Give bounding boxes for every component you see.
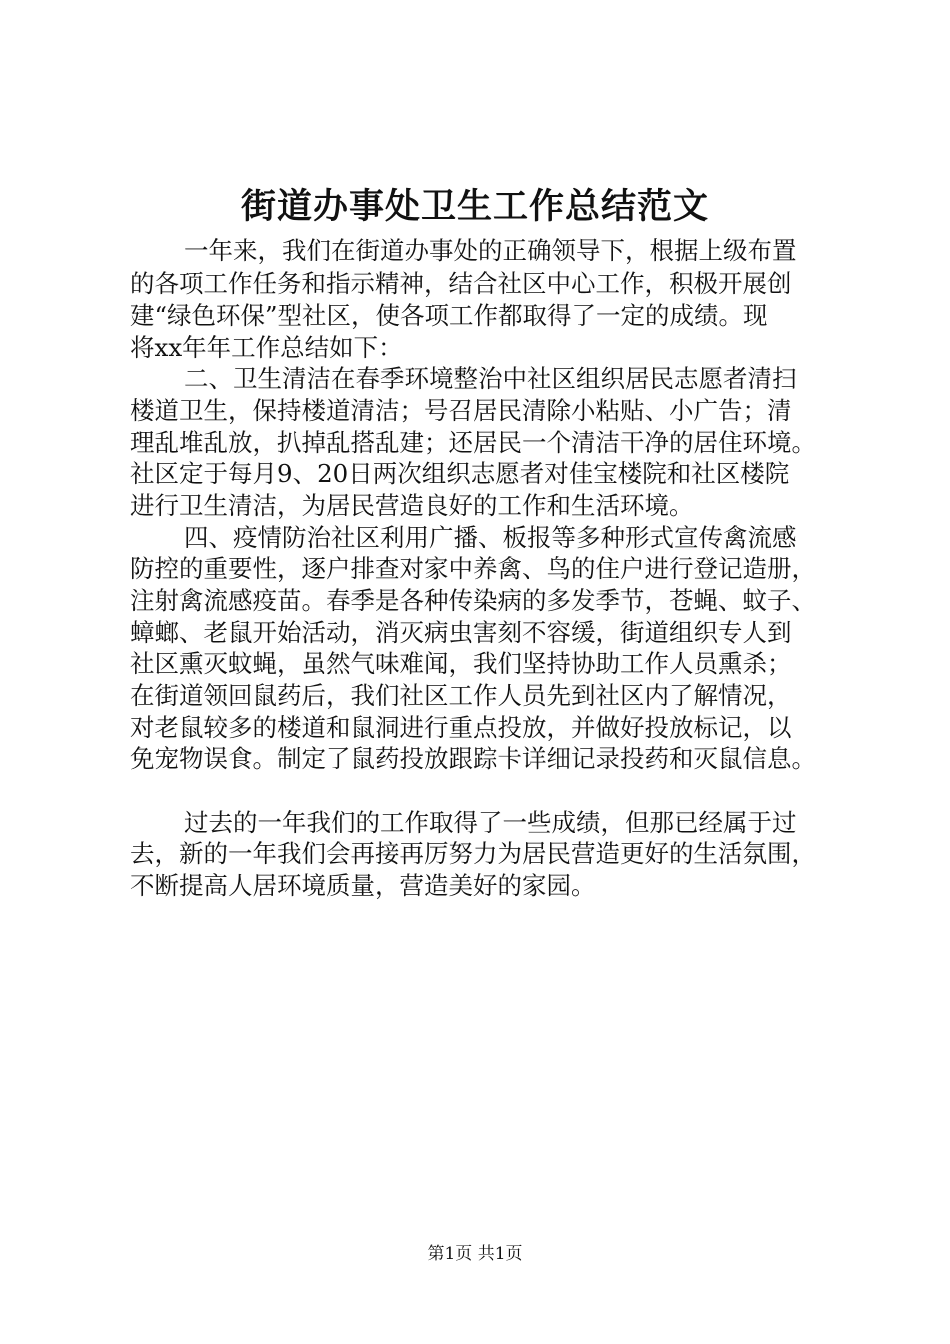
paragraph-conclusion-line: 过去的一年我们的工作取得了一些成绩，但那已经属于过 [184,808,797,837]
paragraph-intro-line: 的各项工作任务和指示精神，结合社区中心工作，积极开展创 [130,269,792,298]
paragraph-intro-line: 将xx年年工作总结如下： [130,333,403,362]
paragraph-epidemic-line: 免宠物误食。制定了鼠药投放跟踪卡详细记录投药和灭鼠信息。 [130,744,816,773]
paragraph-epidemic-line: 蟑螂、老鼠开始活动，消灭病虫害刻不容缓，街道组织专人到 [130,618,792,647]
paragraph-conclusion-line: 不断提高人居环境质量，营造美好的家园。 [130,871,596,900]
paragraph-intro-line: 建“绿色环保”型社区，使各项工作都取得了一定的成绩。现 [130,301,768,330]
paragraph-epidemic-line: 社区熏灭蚊蝇，虽然气味难闻，我们坚持协助工作人员熏杀； [130,649,792,678]
paragraph-intro-line: 一年来，我们在街道办事处的正确领导下，根据上级布置 [184,236,797,265]
paragraph-conclusion-line: 去，新的一年我们会再接再厉努力为居民营造更好的生活氛围， [130,839,816,868]
page-footer: 第1页 共1页 [427,1244,523,1264]
paragraph-hygiene-line: 进行卫生清洁，为居民营造良好的工作和生活环境。 [130,491,694,520]
document-title: 街道办事处卫生工作总结范文 [240,186,709,227]
paragraph-epidemic-line: 四、疫情防治社区利用广播、板报等多种形式宣传禽流感 [184,523,797,552]
paragraph-epidemic-line: 注射禽流感疫苗。春季是各种传染病的多发季节，苍蝇、蚊子、 [130,586,816,615]
paragraph-hygiene-line: 理乱堆乱放，扒掉乱搭乱建；还居民一个清洁干净的居住环境。 [130,428,816,457]
paragraph-hygiene-line: 楼道卫生，保持楼道清洁；号召居民清除小粘贴、小广告；清 [130,396,792,425]
paragraph-hygiene-line: 社区定于每月9、20日两次组织志愿者对佳宝楼院和社区楼院 [130,459,790,488]
paragraph-epidemic-line: 防控的重要性，逐户排查对家中养禽、鸟的住户进行登记造册， [130,554,816,583]
paragraph-epidemic-line: 在街道领回鼠药后，我们社区工作人员先到社区内了解情况， [130,681,792,710]
paragraph-hygiene-line: 二、卫生清洁在春季环境整治中社区组织居民志愿者清扫 [184,364,797,393]
paragraph-epidemic-line: 对老鼠较多的楼道和鼠洞进行重点投放，并做好投放标记，以 [130,713,792,742]
